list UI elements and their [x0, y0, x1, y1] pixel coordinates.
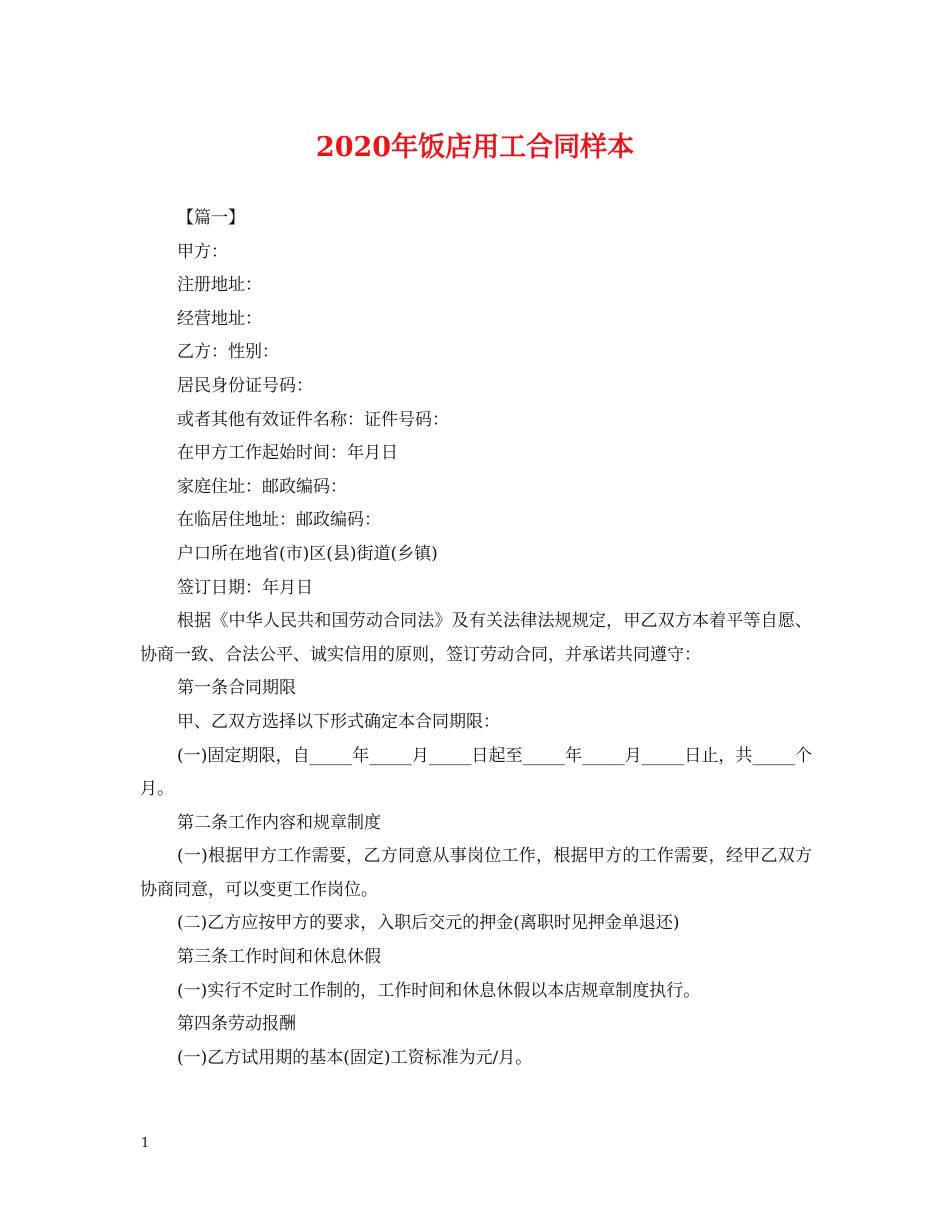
- contract-paragraph: (一)乙方试用期的基本(固定)工资标准为元/月。: [177, 1047, 533, 1068]
- id-number-line: 居民身份证号码：: [177, 375, 313, 396]
- start-date-line: 在甲方工作起始时间：年月日: [177, 443, 398, 464]
- contract-paragraph: 甲、乙双方选择以下形式确定本合同期限：: [177, 711, 500, 732]
- party-b-line: 乙方：性别：: [177, 342, 279, 363]
- preamble-paragraph: 根据《中华人民共和国劳动合同法》及有关法律法规规定，甲乙双方本着平等自愿、协商一致、合法公平、诚实信用的原则，签订劳动合同，并承诺共同遵守：: [140, 611, 812, 665]
- registered-address-line: 注册地址：: [177, 275, 262, 296]
- temporary-address-line: 在临居住地址：邮政编码：: [177, 510, 381, 531]
- contract-paragraph: (二)乙方应按甲方的要求，入职后交元的押金(离职时见押金单退还): [177, 913, 680, 934]
- household-registration-line: 户口所在地省(市)区(县)街道(乡镇): [177, 543, 438, 564]
- contract-paragraph: (一)实行不定时工作制的，工作时间和休息休假以本店规章制度执行。: [177, 980, 701, 1001]
- home-address-line: 家庭住址：邮政编码：: [177, 476, 347, 497]
- contract-paragraph: (一)固定期限，自_____年_____月_____日起至_____年_____月_____日止，共_____个月。: [140, 745, 812, 800]
- article-heading: 第一条合同期限: [177, 678, 296, 699]
- party-a-line: 甲方：: [177, 241, 228, 262]
- business-address-line: 经营地址：: [177, 308, 262, 329]
- document-title: 2020年饭店用工合同样本: [315, 132, 635, 163]
- other-certificate-line: 或者其他有效证件名称：证件号码：: [177, 409, 449, 430]
- contract-paragraph: (一)根据甲方工作需要，乙方同意从事岗位工作，根据甲方的工作需要，经甲乙双方协商同意，可以变更工作岗位。: [140, 846, 812, 900]
- signing-date-line: 签订日期：年月日: [177, 577, 313, 598]
- article-heading: 第四条劳动报酬: [177, 1014, 296, 1035]
- document-body: [140, 202, 812, 1075]
- section-heading: 【篇一】: [177, 208, 245, 228]
- article-heading: 第二条工作内容和规章制度: [177, 812, 381, 833]
- article-heading: 第三条工作时间和休息休假: [177, 947, 381, 968]
- page-number: 1: [141, 1136, 150, 1151]
